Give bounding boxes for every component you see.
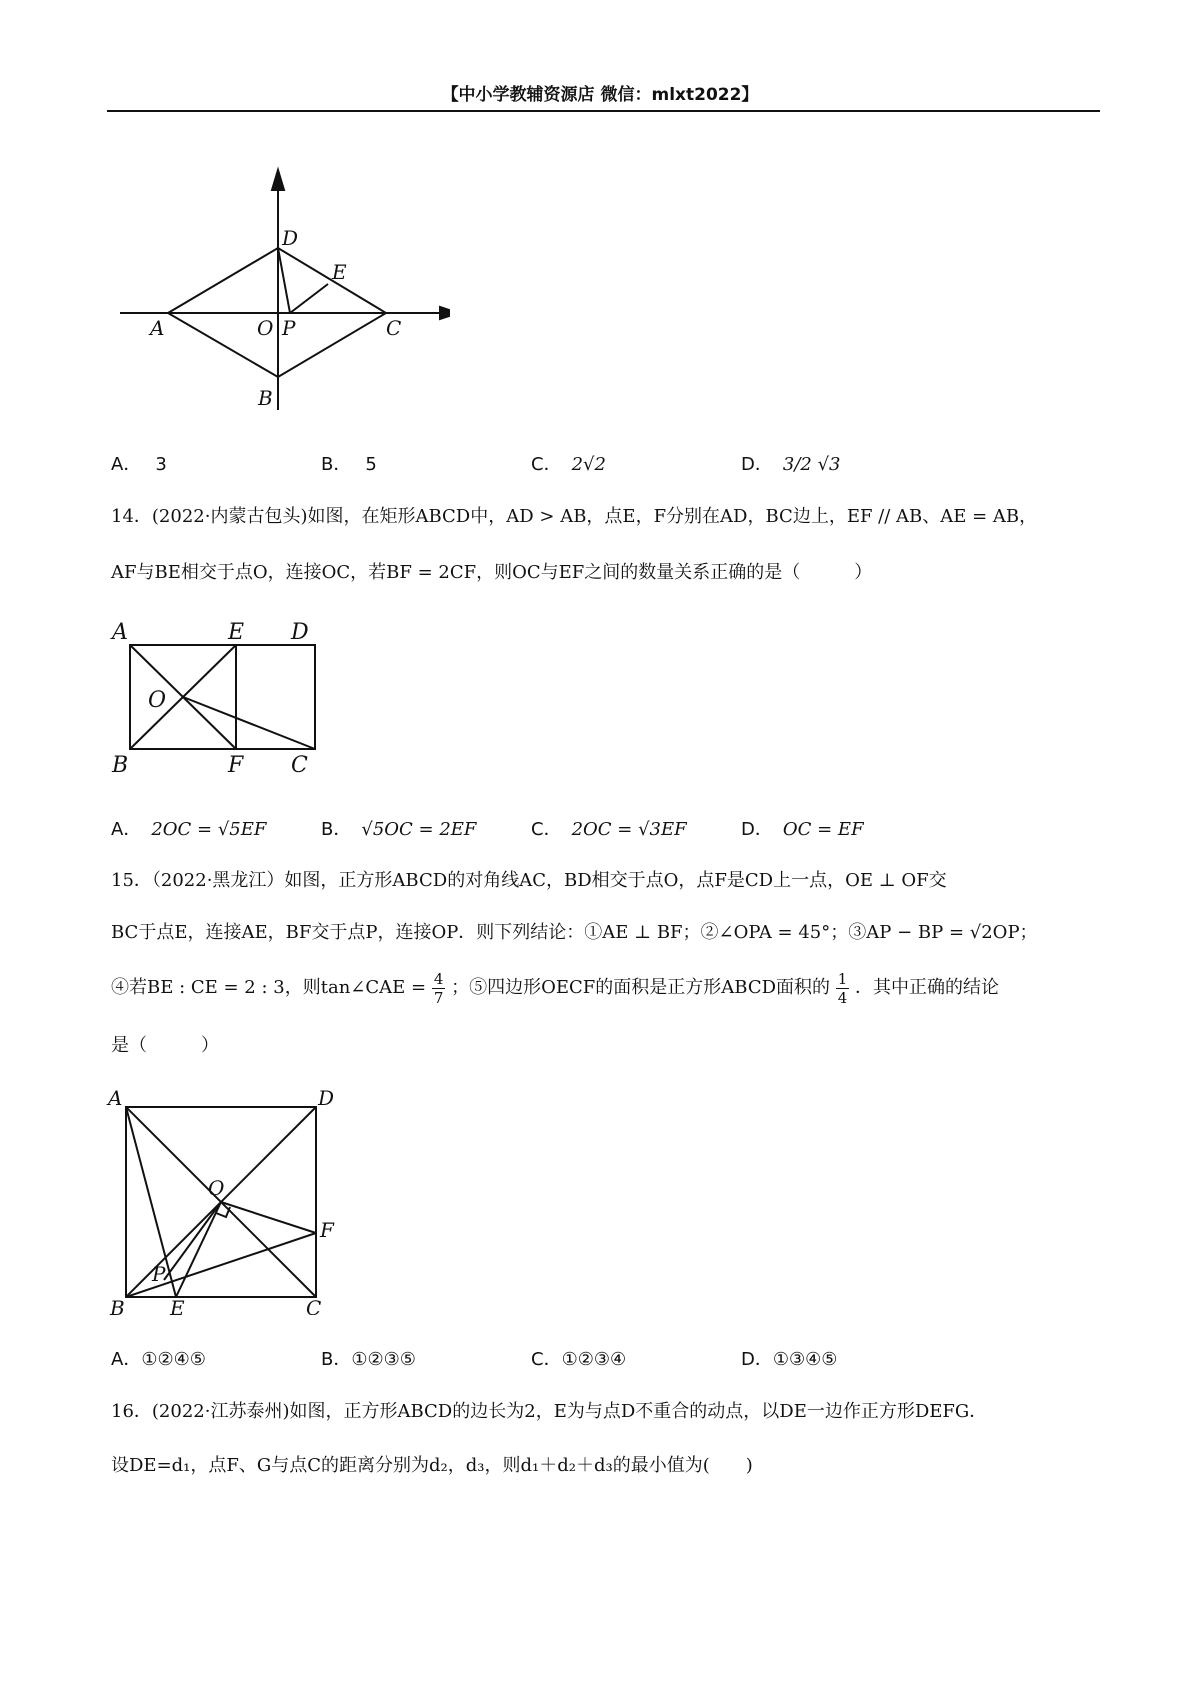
- x-axis-arrow: [440, 307, 450, 319]
- label-o: O: [148, 688, 167, 713]
- q14-option-a[interactable]: A． 2OC = √5EF: [111, 819, 267, 840]
- q13-option-d[interactable]: D． 3/2 √3: [741, 454, 841, 475]
- label-a: A: [150, 316, 165, 340]
- q15-line-1: 15．（2022·黑龙江）如图，正方形ABCD的对角线AC，BD相交于点O，点F是CD上一点，OE ⊥ OF交: [111, 870, 947, 891]
- q14-option-d[interactable]: D． OC = EF: [741, 819, 864, 840]
- label-c: C: [291, 753, 308, 778]
- y-axis-arrow: [272, 170, 284, 190]
- q14-option-c[interactable]: C． 2OC = √3EF: [531, 819, 687, 840]
- q15-option-b[interactable]: B．①②③⑤: [321, 1349, 416, 1370]
- q16-line-1: 16．(2022·江苏泰州)如图，正方形ABCD的边长为2，E为与点D不重合的动点，以DE一边作正方形DEFG．: [111, 1401, 988, 1422]
- q14-option-b[interactable]: B． √5OC = 2EF: [321, 819, 477, 840]
- q15-line-3-part-a: ④若BE : CE = 2 : 3，则tan∠CAE =: [111, 977, 427, 998]
- label-o: O: [208, 1176, 225, 1200]
- label-d: D: [282, 226, 299, 250]
- q15-line-4: 是（ ）: [111, 1035, 219, 1056]
- label-d: D: [318, 1086, 335, 1110]
- label-e: E: [332, 260, 347, 284]
- label-c: C: [386, 316, 402, 340]
- label-b: B: [112, 753, 129, 778]
- q15-line-3-part-b: ；⑤四边形OECF的面积是正方形ABCD面积的: [451, 977, 831, 998]
- segment-dp: [278, 248, 290, 313]
- q15-option-a[interactable]: A．①②④⑤: [111, 1349, 206, 1370]
- q15-option-d[interactable]: D．①③④⑤: [741, 1349, 838, 1370]
- figure-q13: [110, 165, 450, 410]
- segment-oe: [176, 1202, 221, 1297]
- label-p: P: [152, 1262, 166, 1286]
- q13-option-b[interactable]: B． 5: [321, 454, 377, 475]
- figure-q15: [106, 1085, 346, 1315]
- q16-line-2: 设DE=d₁，点F、G与点C的距离分别为d₂，d₃，则d₁＋d₂＋d₃的最小值为( ): [111, 1455, 753, 1476]
- label-p: P: [282, 316, 296, 340]
- fraction-4-7: $\frac{4}{7}$: [433, 969, 444, 1007]
- q15-line-2: BC于点E，连接AE，BF交于点P，连接OP．则下列结论：①AE ⊥ BF；②∠OPA = 45°；③AP − BP = √2OP；: [111, 922, 1038, 943]
- label-d: D: [291, 620, 309, 645]
- label-a: A: [108, 1086, 123, 1110]
- label-o: O: [257, 316, 274, 340]
- q14-line-1: 14．(2022·内蒙古包头)如图，在矩形ABCD中，AD > AB，点E，F分别在AD，BC边上，EF // AB、AE = AB，: [111, 506, 1038, 527]
- q13-option-c[interactable]: C． 2√2: [531, 454, 606, 475]
- label-b: B: [110, 1296, 125, 1315]
- q15-option-c[interactable]: C．①②③④: [531, 1349, 627, 1370]
- label-c: C: [306, 1296, 322, 1315]
- label-e: E: [170, 1296, 185, 1315]
- header-rule: [107, 110, 1100, 112]
- q15-line-3-part-c: ．其中正确的结论: [855, 977, 1000, 998]
- segment-oc: [183, 697, 315, 749]
- figure-q14: [108, 615, 328, 780]
- label-f: F: [320, 1218, 334, 1242]
- q15-line-3: [111, 968, 999, 1008]
- fraction-1-4: $\frac{1}{4}$: [837, 969, 848, 1007]
- label-f: F: [228, 753, 244, 778]
- q14-line-2: AF与BE相交于点O，连接OC，若BF = 2CF，则OC与EF之间的数量关系正确的是（ ）: [111, 562, 873, 583]
- segment-ae: [126, 1107, 176, 1297]
- q13-option-a[interactable]: A． 3: [111, 454, 167, 475]
- segment-pe: [290, 284, 328, 313]
- label-b: B: [258, 386, 273, 410]
- label-e: E: [228, 620, 245, 645]
- page-header: 【中小学教辅资源店 微信：mlxt2022】: [441, 85, 759, 105]
- label-a: A: [112, 620, 128, 645]
